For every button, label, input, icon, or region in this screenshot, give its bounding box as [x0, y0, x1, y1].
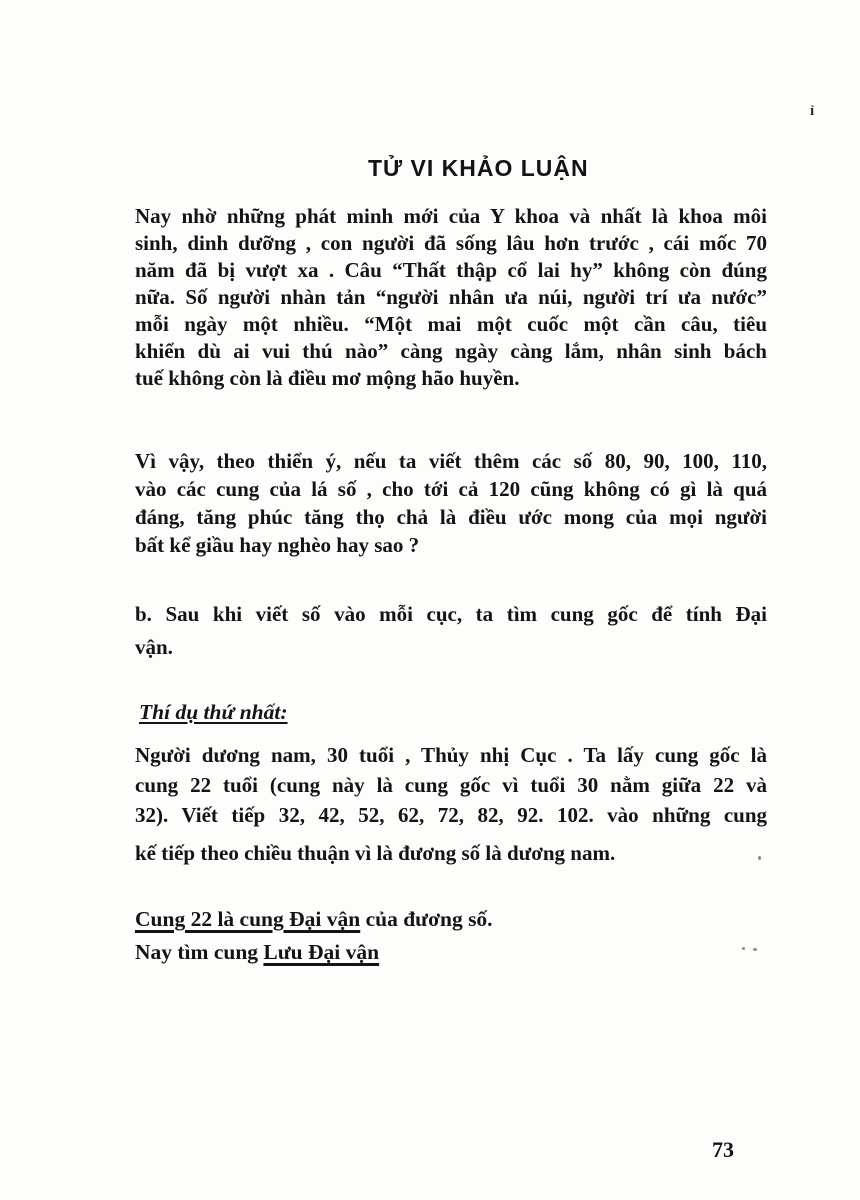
text-line: sinh, dinh dưỡng , con người đã sống lâu hơn trước , cái mốc 70	[135, 231, 767, 255]
conclusion-line-2-prefix: Nay tìm cung	[135, 940, 264, 964]
paragraph-2	[135, 447, 767, 559]
text-line: b. Sau khi viết số vào mỗi cục, ta tìm cung gốc để tính Đại	[135, 602, 767, 626]
ink-dot	[742, 947, 745, 950]
conclusion-block	[135, 903, 775, 969]
page-title: TỬ VI KHẢO LUẬN	[368, 155, 589, 181]
text-line: Vì vậy, theo thiển ý, nếu ta viết thêm các số 80, 90, 100, 110,	[135, 449, 767, 473]
text-line: vào các cung của lá số , cho tới cả 120 cũng không có gì là quá	[135, 477, 767, 501]
paragraph-3	[135, 598, 767, 664]
conclusion-line-1-rest: của đương số.	[360, 907, 493, 931]
text-line: vận.	[135, 635, 173, 659]
ink-dot	[758, 856, 761, 860]
paragraph-1	[135, 203, 767, 392]
text-line: nữa. Số người nhàn tản “người nhân ưa núi, người trí ưa nước”	[135, 285, 767, 309]
conclusion-line-2	[135, 936, 775, 969]
text-line: đáng, tăng phúc tăng thọ chả là điều ước mong của mọi người	[135, 505, 767, 529]
text-line: tuế không còn là điều mơ mộng hão huyền.	[135, 366, 520, 390]
underlined-heading-text: Thí dụ thứ nhất:	[139, 700, 288, 724]
text-line: Người dương nam, 30 tuổi , Thủy nhị Cục . Ta lấy cung gốc là	[135, 743, 767, 767]
example-heading	[139, 700, 288, 725]
text-line: kế tiếp theo chiều thuận vì là đương số là dương nam.	[135, 841, 616, 865]
conclusion-line-1	[135, 903, 775, 936]
text-line: Nay nhờ những phát minh mới của Y khoa và nhất là khoa môi	[135, 204, 767, 228]
text-line: cung 22 tuổi (cung này là cung gốc vì tuổi 30 nằm giữa 22 và	[135, 773, 767, 797]
text-line: 32). Viết tiếp 32, 42, 52, 62, 72, 82, 92. 102. vào những cung	[135, 803, 767, 827]
text-line: mỗi ngày một nhiều. “Một mai một cuốc một cần câu, tiêu	[135, 312, 767, 336]
underlined-phrase: Cung 22 là cung Đại vận	[135, 907, 361, 931]
ink-stray-mark: ỉ	[810, 103, 815, 119]
text-line: bất kể giầu hay nghèo hay sao ?	[135, 533, 420, 557]
paragraph-4	[135, 740, 767, 868]
text-line: năm đã bị vượt xa . Câu “Thất thập cổ lai hy” không còn đúng	[135, 258, 767, 282]
underlined-phrase: Lưu Đại vận	[263, 940, 380, 964]
page-number: 73	[712, 1137, 734, 1162]
text-line: khiển dù ai vui thú nào” càng ngày càng lắm, nhân sinh bách	[135, 339, 767, 363]
ink-dot	[753, 948, 757, 951]
